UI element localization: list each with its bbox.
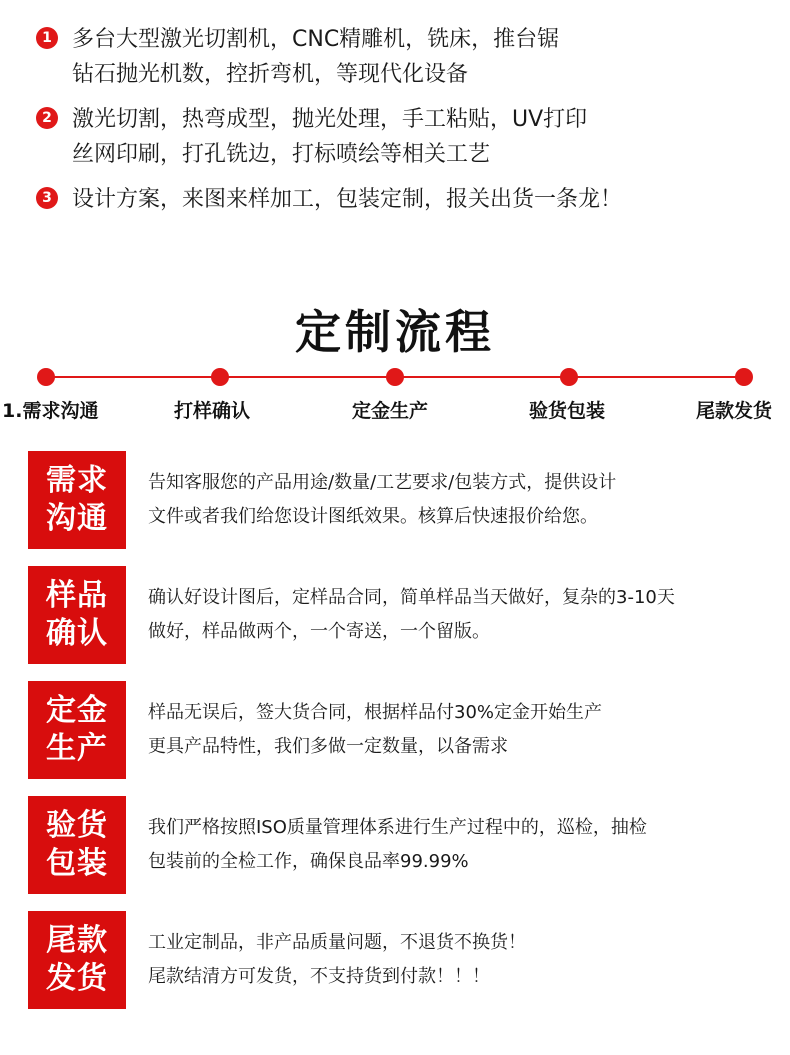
process-card-4 xyxy=(28,796,768,894)
desc-line: 工业定制品，非产品质量问题，不退货不换货！ xyxy=(148,932,526,953)
badge-text: 发货 xyxy=(46,961,108,996)
badge-text: 尾款 xyxy=(46,923,108,958)
desc-line: 我们严格按照ISO质量管理体系进行生产过程中的，巡检，抽检 xyxy=(148,817,647,838)
card-badge xyxy=(28,566,126,664)
process-timeline xyxy=(0,366,790,426)
desc-line: 更具产品特性，我们多做一定数量，以备需求 xyxy=(148,736,508,757)
process-card-3 xyxy=(28,681,768,779)
step-label: 定金生产 xyxy=(351,400,428,422)
badge-text: 确认 xyxy=(46,616,108,651)
number-badge-3: 3 xyxy=(36,187,58,209)
desc-line: 包装前的全检工作，确保良品率99.99% xyxy=(148,851,469,872)
process-card-5 xyxy=(28,911,768,1009)
process-card-2 xyxy=(28,566,768,664)
feature-item-1 xyxy=(36,22,766,92)
step-dot xyxy=(560,368,578,386)
step-label: 验货包装 xyxy=(528,400,605,422)
badge-text: 需求 xyxy=(46,463,108,498)
number-badge-2: 2 xyxy=(36,107,58,129)
section-title: 定制流程 xyxy=(295,305,495,359)
feature-text: 多台大型激光切割机，CNC精雕机，铣床，推台锯 xyxy=(72,27,560,52)
step-label: 打样确认 xyxy=(173,400,250,422)
step-dot xyxy=(37,368,55,386)
feature-item-2 xyxy=(36,102,766,172)
badge-text: 样品 xyxy=(46,578,108,613)
step-label: 1.需求沟通 xyxy=(2,400,99,422)
desc-line: 样品无误后，签大货合同，根据样品付30%定金开始生产 xyxy=(148,702,603,723)
card-description xyxy=(148,696,768,764)
badge-text: 生产 xyxy=(46,731,108,766)
process-detail-list xyxy=(28,451,768,1026)
desc-line: 尾款结清方可发货，不支持货到付款！！！ xyxy=(148,966,490,987)
card-description xyxy=(148,581,768,649)
feature-text: 丝网印刷，打孔铣边，打标喷绘等相关工艺 xyxy=(72,142,491,167)
badge-text: 定金 xyxy=(46,693,108,728)
card-description xyxy=(148,466,768,534)
desc-line: 文件或者我们给您设计图纸效果。核算后快速报价给您。 xyxy=(148,506,598,527)
step-dot xyxy=(386,368,404,386)
feature-item-3 xyxy=(36,182,766,217)
card-description xyxy=(148,926,768,994)
desc-line: 告知客服您的产品用途/数量/工艺要求/包装方式，提供设计 xyxy=(148,472,617,493)
desc-line: 确认好设计图后，定样品合同，简单样品当天做好，复杂的3-10天 xyxy=(148,587,675,608)
card-description xyxy=(148,811,768,879)
desc-line: 做好，样品做两个，一个寄送，一个留版。 xyxy=(148,621,490,642)
badge-text: 包装 xyxy=(46,846,108,881)
step-dot xyxy=(735,368,753,386)
badge-text: 验货 xyxy=(46,808,108,843)
feature-text: 激光切割，热弯成型，抛光处理，手工粘贴，UV打印 xyxy=(72,107,588,132)
feature-list xyxy=(36,22,766,227)
badge-text: 沟通 xyxy=(46,501,108,536)
feature-text: 钻石抛光机数，控折弯机，等现代化设备 xyxy=(72,62,469,87)
card-badge xyxy=(28,796,126,894)
step-label: 尾款发货 xyxy=(695,400,772,422)
feature-text: 设计方案，来图来样加工，包装定制，报关出货一条龙！ xyxy=(72,187,623,212)
card-badge xyxy=(28,451,126,549)
step-dot xyxy=(211,368,229,386)
card-badge xyxy=(28,681,126,779)
number-badge-1: 1 xyxy=(36,27,58,49)
process-card-1 xyxy=(28,451,768,549)
card-badge xyxy=(28,911,126,1009)
